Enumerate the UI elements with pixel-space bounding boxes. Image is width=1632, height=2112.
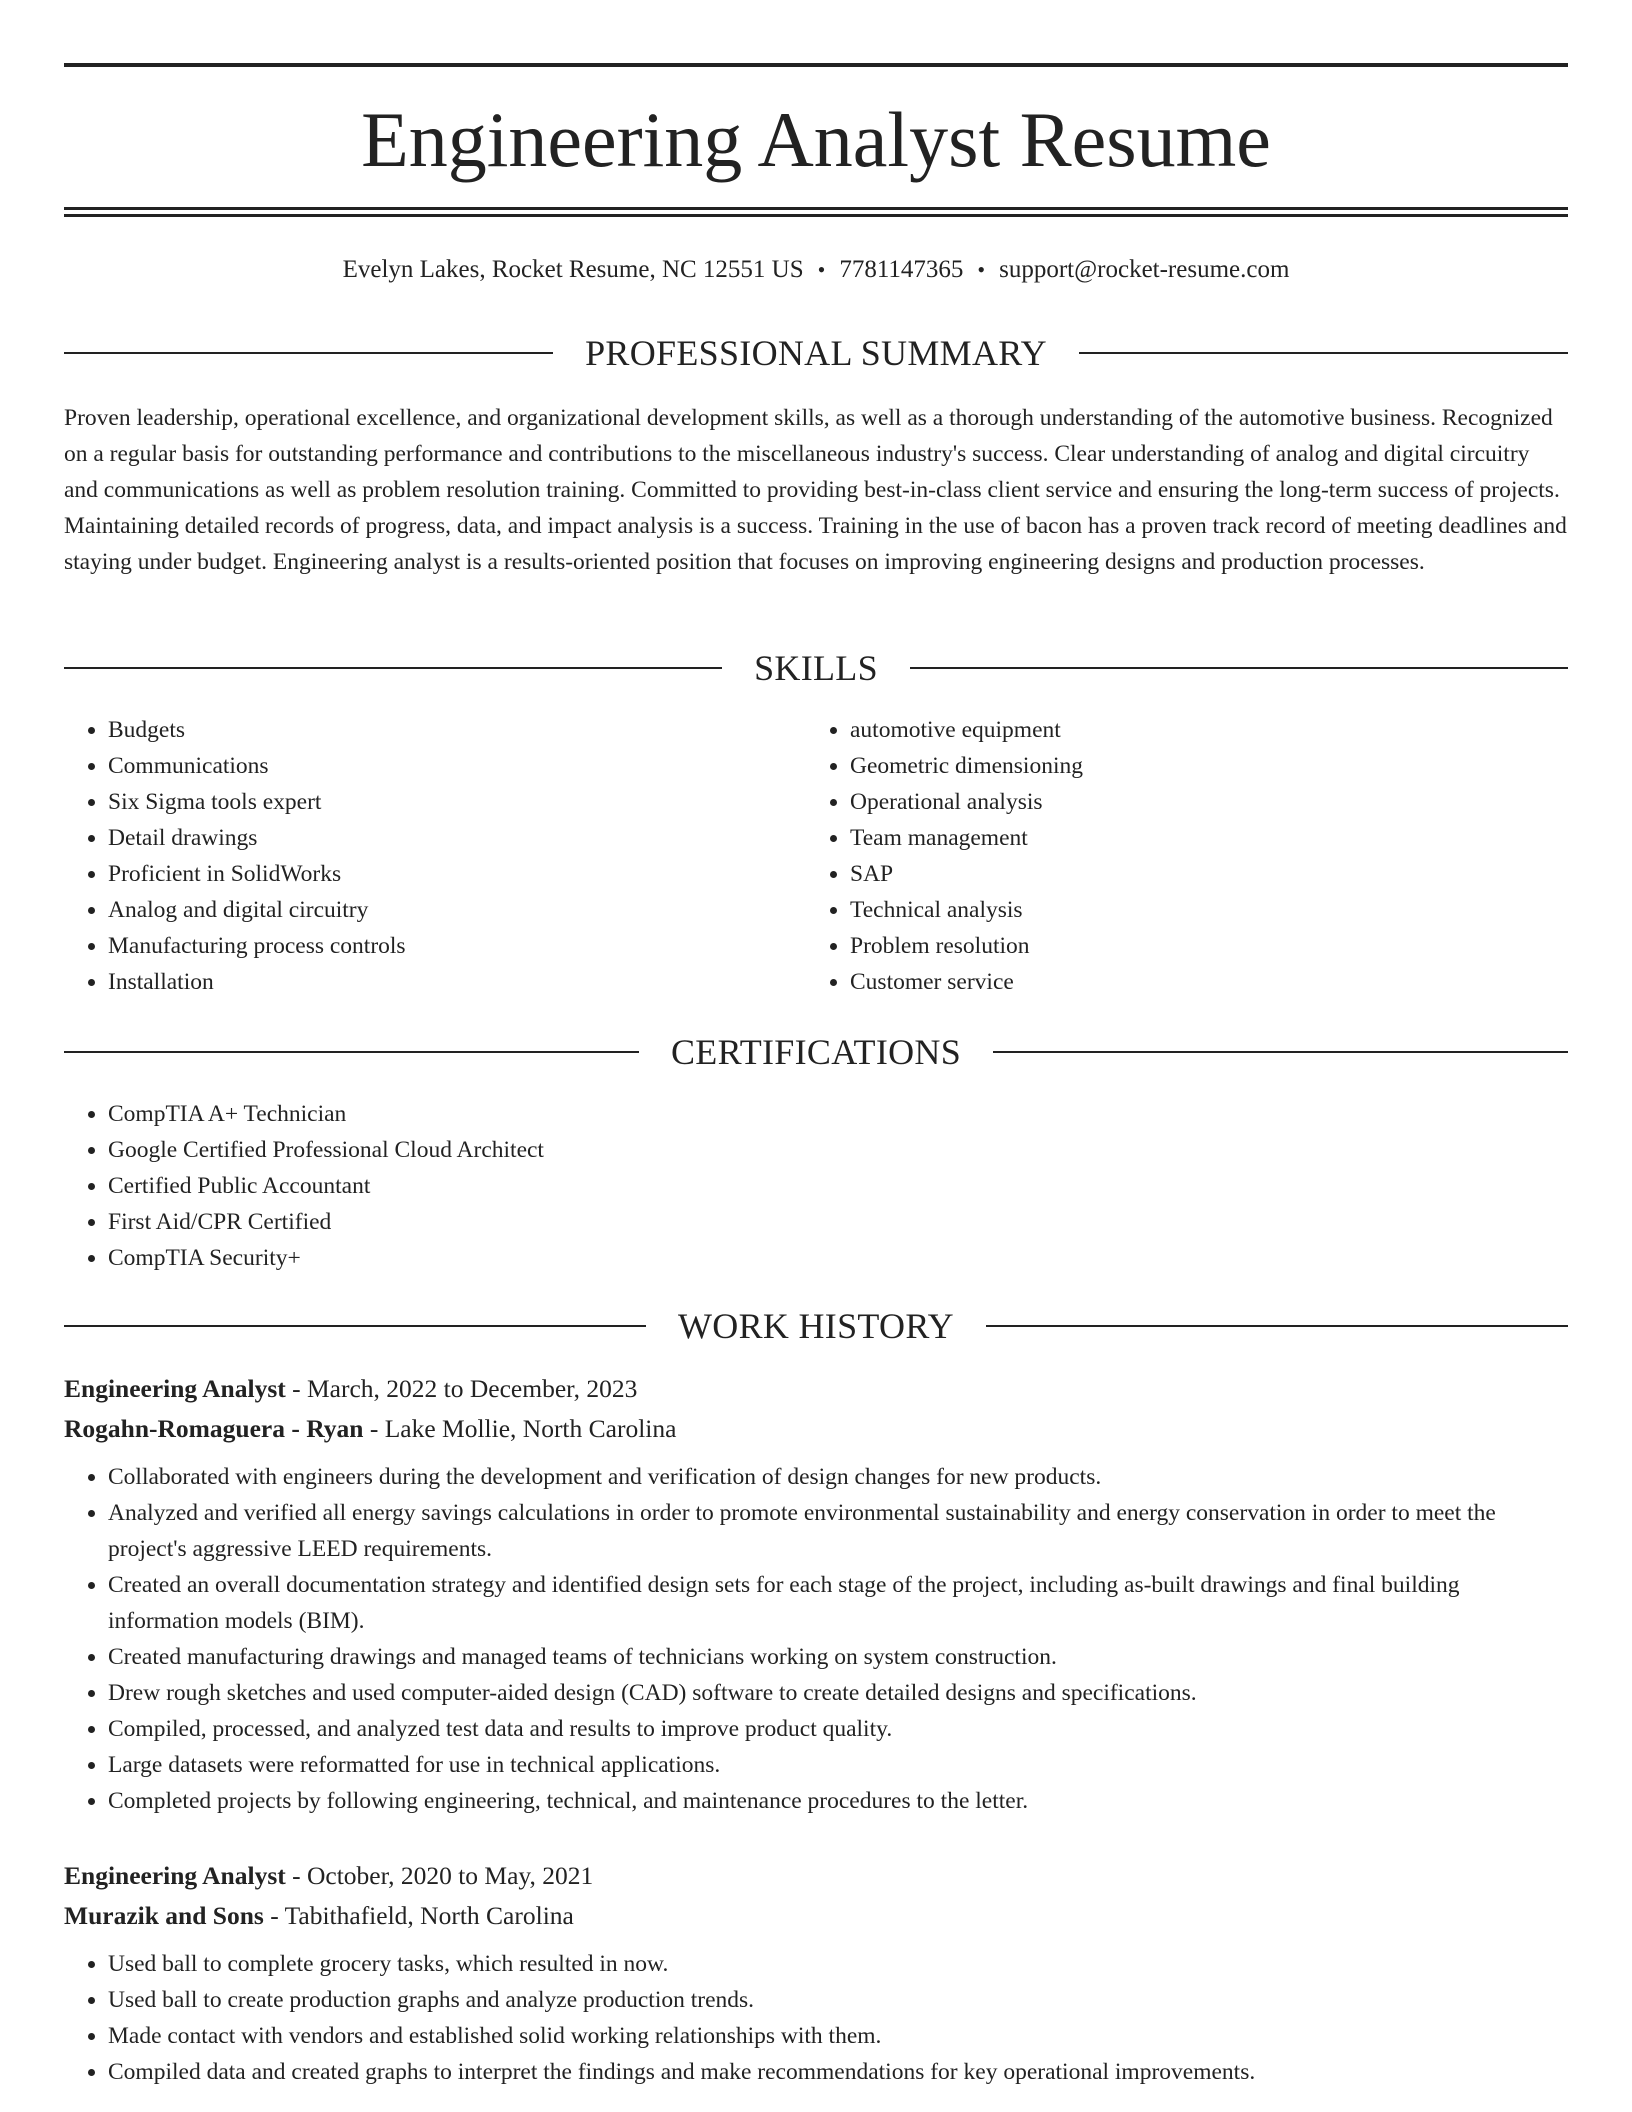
contact-address: Evelyn Lakes, Rocket Resume, NC 12551 US (342, 256, 804, 283)
heading-rule (64, 1325, 646, 1327)
job-bullet: • Compiled data and created graphs to interpret the findings and make recommendations for key operational improvements. (108, 2054, 1568, 2090)
skill-item: • Operational analysis (850, 784, 1546, 820)
job-bullet: • Used ball to create production graphs and analyze production trends. (108, 1982, 1568, 2018)
job-dates: - October, 2020 to May, 2021 (285, 1861, 594, 1890)
title-double-rule (64, 207, 1568, 217)
skill-item: • Analog and digital circuitry (108, 892, 804, 928)
certifications (64, 1096, 1568, 1276)
contact-separator: • (977, 257, 986, 282)
job-title: Engineering Analyst (64, 1861, 286, 1890)
skill-item: • Six Sigma tools expert (108, 784, 804, 820)
heading-rule (910, 667, 1568, 669)
job-bullet: • Collaborated with engineers during the development and verification of design changes for new products. (108, 1459, 1568, 1495)
certification-item: • Certified Public Accountant (108, 1168, 1568, 1204)
job-bullet: • Analyzed and verified all energy savings calculations in order to promote environmental sustainability and energy conservation in order to meet the project's aggressive LEED requirements. (108, 1495, 1568, 1567)
skill-item: • Communications (108, 748, 804, 784)
job-bullets (64, 1459, 1568, 1819)
heading-rule (986, 1325, 1568, 1327)
heading-rule (64, 667, 722, 669)
skill-item: • Problem resolution (850, 928, 1546, 964)
section-title: SKILLS (754, 648, 878, 688)
skill-item: • SAP (850, 856, 1546, 892)
job-title-line (64, 1369, 1568, 1409)
skill-item: • Installation (108, 964, 804, 1000)
job-bullet: • Drew rough sketches and used computer-aided design (CAD) software to create detailed designs and specifications. (108, 1675, 1568, 1711)
job-company: Murazik and Sons (64, 1901, 264, 1930)
skills-list (806, 712, 1546, 1000)
job-bullets (64, 1946, 1568, 2090)
job-company-line (64, 1896, 1568, 1936)
contact-separator: • (817, 257, 826, 282)
skills-list (64, 712, 804, 1000)
job-company-line (64, 1409, 1568, 1449)
job-bullet: • Made contact with vendors and established solid working relationships with them. (108, 2018, 1568, 2054)
skill-item: • Geometric dimensioning (850, 748, 1546, 784)
section-title: PROFESSIONAL SUMMARY (585, 333, 1047, 373)
top-rule (64, 63, 1568, 67)
job-entry (64, 1856, 1568, 2090)
skill-item: • Proficient in SolidWorks (108, 856, 804, 892)
certification-item: • Google Certified Professional Cloud Architect (108, 1132, 1568, 1168)
summary-paragraph: Proven leadership, operational excellence, and organizational development skills, as well as a thorough understanding of the automotive business. Recognized on a regular basis for outstanding performance and contributions to the miscellaneous industry's success. Clear understanding of analog and digital circuitry and communications as well as problem resolution training. Committed to providing best-in-class client service and ensuring the long-term success of projects. Maintaining detailed records of progress, data, and impact analysis is a success. Training in the use of bacon has a proven track record of meeting deadlines and staying under budget. Engineering analyst is a results-oriented position that focuses on improving engineering designs and production processes. (64, 405, 1567, 575)
skills-column-right (806, 712, 1546, 1000)
skill-item: • Detail drawings (108, 820, 804, 856)
job-bullet: • Completed projects by following engineering, technical, and maintenance procedures to the letter. (108, 1783, 1568, 1819)
skill-item: • Manufacturing process controls (108, 928, 804, 964)
section-title: WORK HISTORY (678, 1306, 954, 1346)
heading-rule (64, 1051, 639, 1053)
section-heading-summary (64, 331, 1568, 375)
skill-item: • Team management (850, 820, 1546, 856)
job-bullet: • Compiled, processed, and analyzed test data and results to improve product quality. (108, 1711, 1568, 1747)
job-company: Rogahn-Romaguera - Ryan (64, 1414, 364, 1443)
contact-email: support@rocket-resume.com (999, 256, 1290, 283)
certification-item: • CompTIA Security+ (108, 1240, 1568, 1276)
heading-rule (993, 1051, 1568, 1053)
skill-item: • Budgets (108, 712, 804, 748)
job-entry (64, 1369, 1568, 1819)
skill-item: • Customer service (850, 964, 1546, 1000)
contact-phone: 7781147365 (839, 256, 964, 283)
job-title: Engineering Analyst (64, 1374, 286, 1403)
section-heading-work-history (64, 1304, 1568, 1348)
resume-title: Engineering Analyst Resume (361, 96, 1271, 183)
skills-column-left (64, 712, 804, 1000)
contact-line (64, 255, 1568, 285)
job-location: - Tabithafield, North Carolina (263, 1901, 574, 1930)
job-bullet: • Created an overall documentation strategy and identified design sets for each stage of the project, including as-built drawings and final building information models (BIM). (108, 1567, 1568, 1639)
job-title-line (64, 1856, 1568, 1896)
certification-item: • CompTIA A+ Technician (108, 1096, 1568, 1132)
section-title: CERTIFICATIONS (670, 1032, 962, 1072)
certifications-list (64, 1096, 1568, 1276)
job-bullet: • Used ball to complete grocery tasks, which resulted in now. (108, 1946, 1568, 1982)
job-bullet: • Large datasets were reformatted for use in technical applications. (108, 1747, 1568, 1783)
job-bullet: • Created manufacturing drawings and managed teams of technicians working on system construction. (108, 1639, 1568, 1675)
section-heading-skills (64, 646, 1568, 690)
certification-item: • First Aid/CPR Certified (108, 1204, 1568, 1240)
section-heading-certifications (64, 1030, 1568, 1074)
skill-item: • Technical analysis (850, 892, 1546, 928)
skill-item: • automotive equipment (850, 712, 1546, 748)
heading-rule (1079, 352, 1568, 354)
job-location: - Lake Mollie, North Carolina (363, 1414, 677, 1443)
heading-rule (64, 352, 553, 354)
job-dates: - March, 2022 to December, 2023 (285, 1374, 638, 1403)
